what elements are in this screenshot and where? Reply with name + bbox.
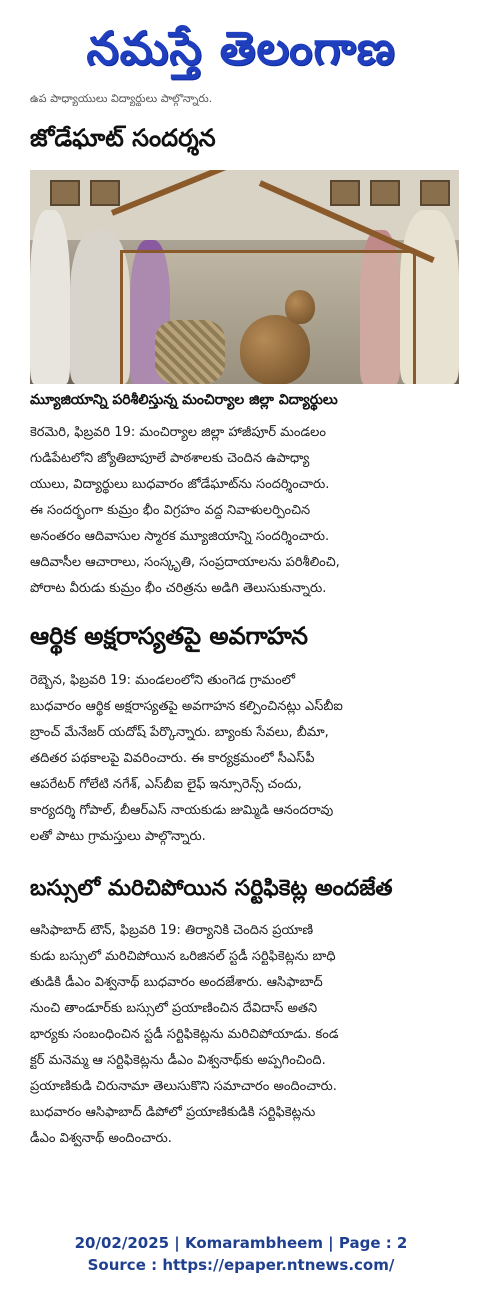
photo-caption: మ్యూజియాన్ని పరిశీలిస్తున్న మంచిర్యాల జిల్లా విద్యార్థులు (30, 392, 338, 408)
body-line: ఆసిఫాబాద్ టౌన్, ఫిబ్రవరి 19: తిర్యానికి చెందిన ప్రయాణి (30, 923, 314, 938)
body-line: యులు, విద్యార్థులు బుధవారం జోడేఘాట్‌ను సందర్శించారు. (30, 477, 330, 492)
body-line: ప్రయాణికుడి చిరునామా తెలుసుకొని సమాచారం అందించారు. (30, 1079, 337, 1094)
headline-jodeghat-visit: జోడేఘాట్ సందర్శన (30, 124, 216, 152)
newspaper-title: నమస్తే తెలంగాణ (86, 21, 396, 75)
body-line: బ్రాంచ్ మేనేజర్ యదోష్ పేర్కొన్నారు. బ్యాంకు సేవలు, బీమా, (30, 725, 329, 740)
body-line: క్టర్ మనెమ్మ ఆ సర్టిఫికెట్లను డీఎం విశ్వనాథ్‌కు అప్పగించింది. (30, 1053, 326, 1068)
body-line: నుంచి తాండూర్‌కు బస్సులో ప్రయాణించిన దేవిదాస్ అతని (30, 1001, 318, 1016)
body-line: కెరమెరి, ఫిబ్రవరి 19: మంచిర్యాల జిల్లా హాజీపూర్ మండలం (30, 425, 326, 440)
body-line: తుడికి డీఎం విశ్వనాథ్ బుధవారం అందజేశారు. ఆసిఫాబాద్ (30, 975, 323, 990)
body-line: రెబ్బెన, ఫిబ్రవరి 19: మండలంలోని తుంగెడ గ్రామంలో (30, 673, 296, 688)
body-line: పోరాట వీరుడు కుమ్రం భీం చరిత్రను అడిగి తెలుసుకున్నారు. (30, 581, 327, 596)
headline-financial-literacy: ఆర్థిక అక్షరాస్యతపై అవగాహన (30, 622, 308, 650)
headline-certificates-returned: బస్సులో మరిచిపోయిన సర్టిఫికెట్ల అందజేత (30, 876, 393, 901)
article-body-certificates (30, 918, 460, 1152)
body-line: లతో పాటు గ్రామస్తులు పాల్గొన్నారు. (30, 829, 206, 844)
footer-date-edition: 20/02/2025 | Komarambheem | Page : 2 (74, 1234, 408, 1252)
body-line: కుడు బస్సులో మరిచిపోయిన ఒరిజినల్ స్టడీ సర్టిఫికెట్లను బాధి (30, 949, 336, 964)
footer-source-link[interactable]: Source : https://epaper.ntnews.com/ (87, 1256, 395, 1274)
body-line: డీఎం విశ్వనాథ్ అందించారు. (30, 1131, 172, 1146)
body-line: బుధవారం ఆర్థిక అక్షరాస్యతపై అవగాహన కల్పించినట్లు ఎస్‌బీఐ (30, 699, 343, 714)
article-body-financial-literacy (30, 668, 460, 850)
body-line: అనంతరం ఆదివాసుల స్మారక మ్యూజియాన్ని సందర్శించారు. (30, 529, 330, 544)
museum-photo (30, 170, 459, 384)
masthead (0, 8, 482, 88)
previous-article-cut-line: ఉప పాధ్యాయులు విద్యార్థులు పాల్గొన్నారు. (30, 92, 213, 105)
body-line: తదితర పథకాలపై వివరించారు. ఈ కార్యక్రమంలో సీఎస్‌పీ (30, 751, 315, 766)
body-line: ఆపరేటర్ గోలేటి నగేశ్, ఎస్‌బీఐ లైఫ్ ఇన్సూరెన్స్ చందు, (30, 777, 302, 792)
body-line: కార్యదర్శి గోపాల్, బీఆర్‌ఎస్ నాయకుడు జుమ్మిడి ఆనందరావు (30, 803, 334, 818)
body-line: ఈ సందర్భంగా కుమ్రం భీం విగ్రహం వద్ద నివాళులర్పించిన (30, 503, 311, 518)
article-body-jodeghat (30, 420, 460, 602)
body-line: బుధవారం ఆసిఫాబాద్ డిపోలో ప్రయాణికుడికి సర్టిఫికెట్లను (30, 1105, 316, 1120)
body-line: ఆదివాసీల ఆచారాలు, సంస్కృతి, సంప్రదాయాలను పరిశీలించి, (30, 555, 340, 570)
body-line: భార్యకు సంబంధించిన స్టడీ సర్టిఫికెట్లను మరిచిపోయాడు. కండ (30, 1027, 339, 1042)
body-line: గుడిపేటలోని జ్యోతిబాపూలే పాఠశాలకు చెందిన ఉపాధ్యా (30, 451, 310, 466)
